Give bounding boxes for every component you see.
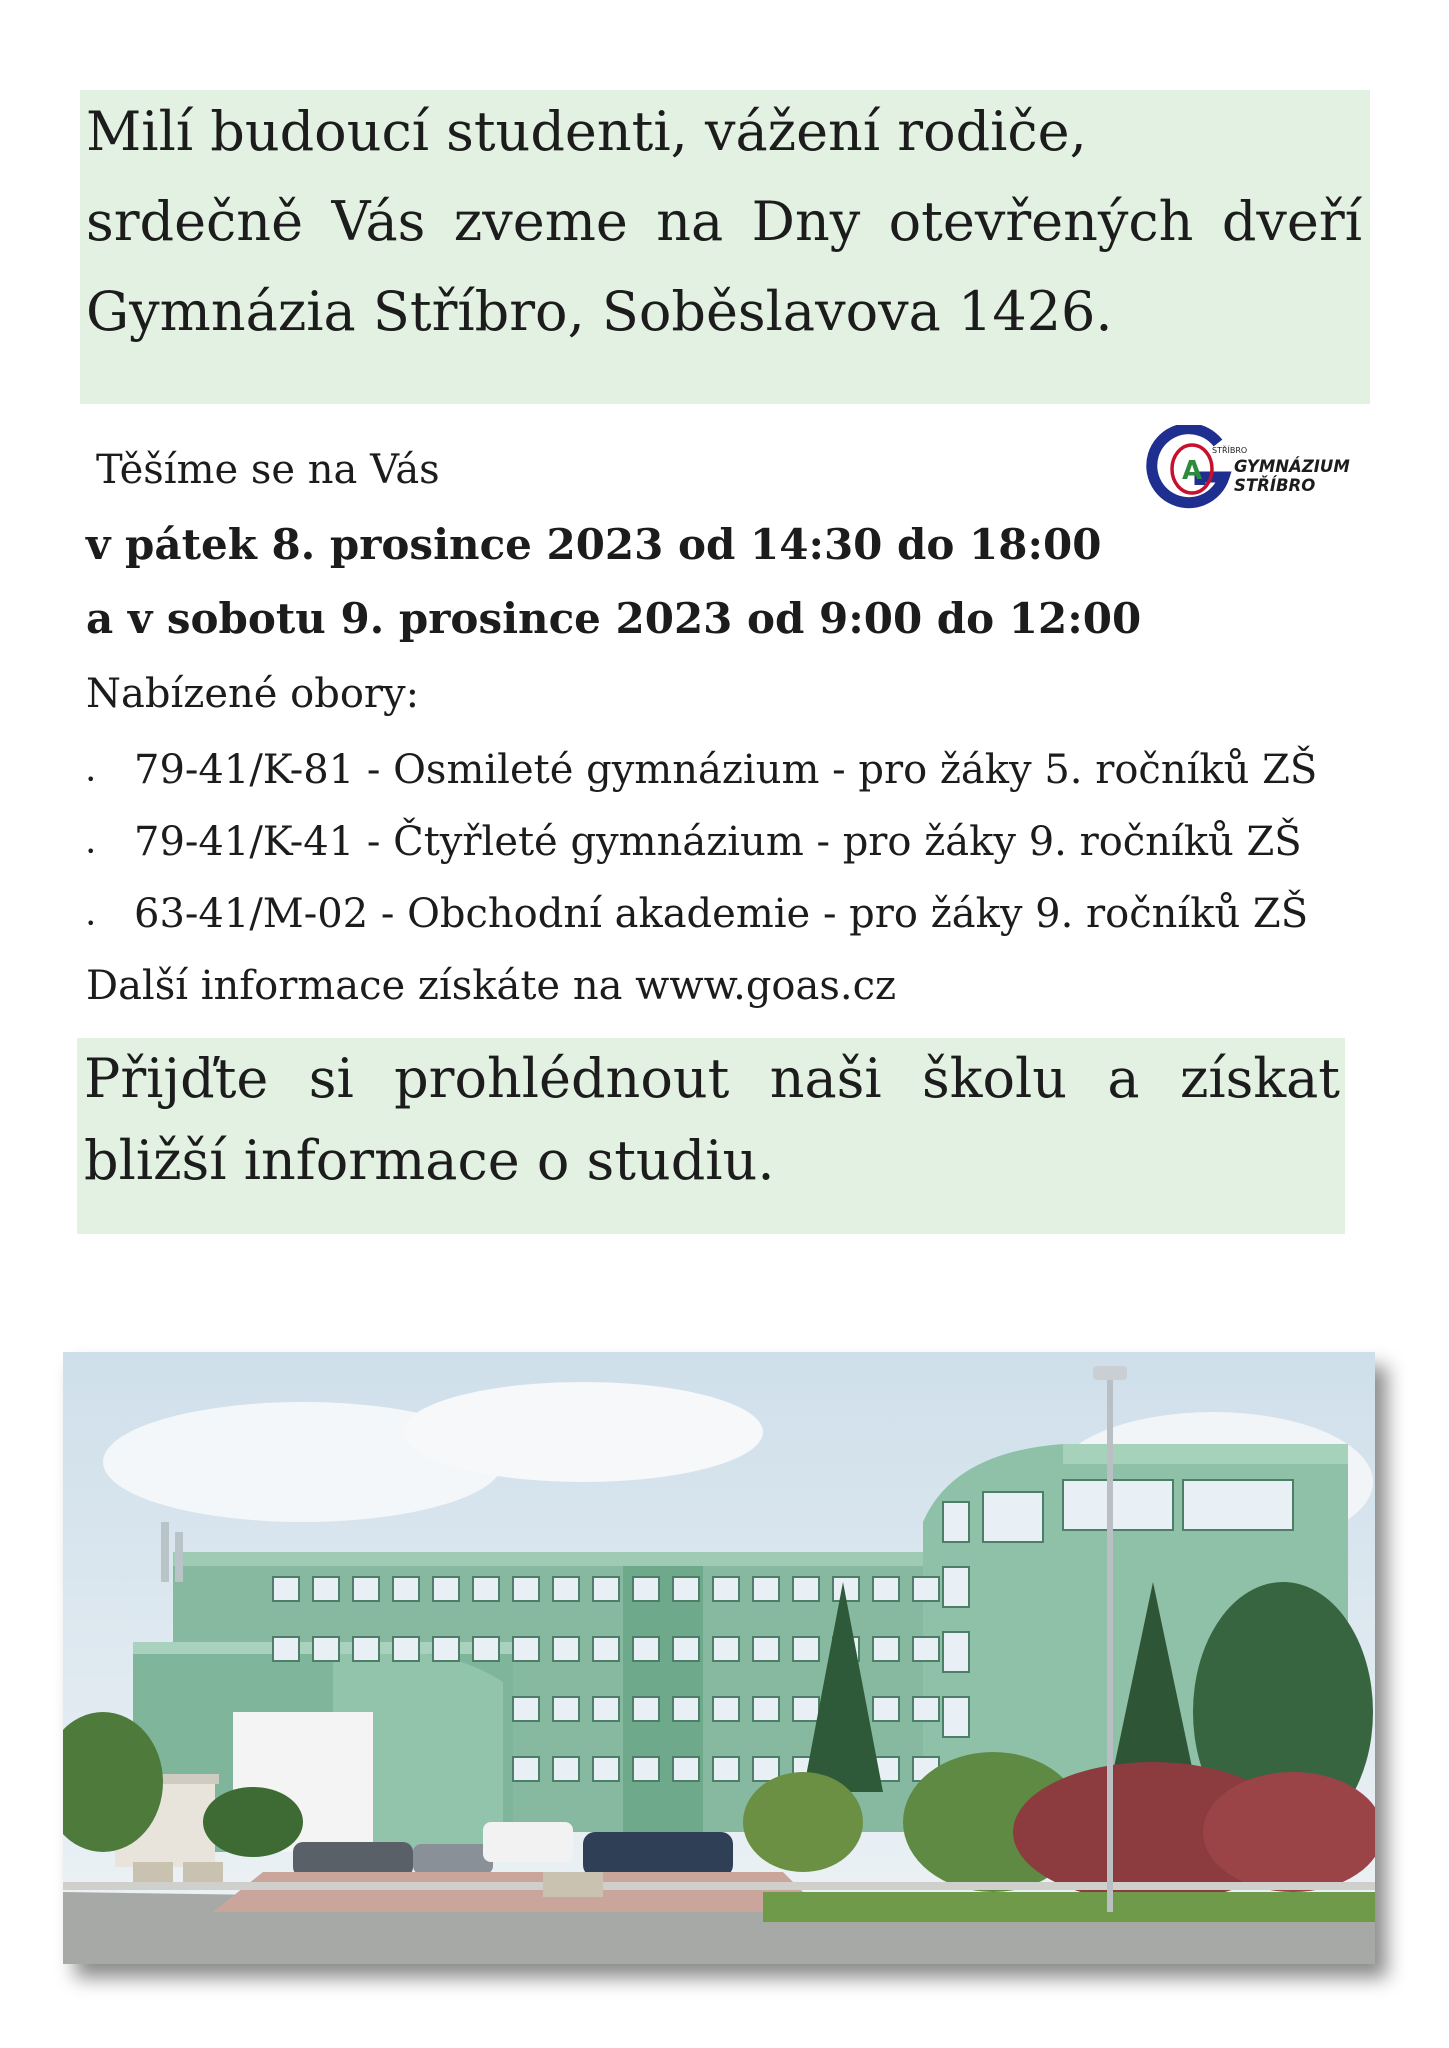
invitation-word: srdečně [86, 190, 304, 253]
window-shape [513, 1577, 539, 1601]
invitation-word: otevřených [888, 190, 1194, 253]
bullet-icon: • [86, 770, 96, 789]
window-shape [713, 1697, 739, 1721]
window-shape [633, 1697, 659, 1721]
window-shape [713, 1757, 739, 1781]
programs-heading: Nabízené obory: [86, 671, 420, 717]
window-shape [753, 1697, 779, 1721]
window-shape [713, 1577, 739, 1601]
program-item: 63-41/M-02 - Obchodní akademie - pro žáky 9. ročníků ZŠ [134, 891, 1309, 937]
bullet-icon: • [86, 842, 96, 861]
window-shape [633, 1577, 659, 1601]
school-building-photo [63, 1352, 1375, 1964]
logo-word-gymnazium: GYMNÁZIUM [1234, 457, 1350, 476]
window-shape [593, 1577, 619, 1601]
program-item: 79-41/K-41 - Čtyřleté gymnázium - pro žáky 9. ročníků ZŠ [134, 819, 1302, 865]
window-shape [353, 1637, 379, 1661]
window-shape [473, 1577, 499, 1601]
window-shape [513, 1757, 539, 1781]
window-shape [593, 1637, 619, 1661]
window-shape [793, 1637, 819, 1661]
window-shape [673, 1697, 699, 1721]
bullet-icon: • [86, 914, 96, 933]
cta-word: a [1107, 1047, 1140, 1110]
window-shape [793, 1697, 819, 1721]
window-shape [943, 1697, 969, 1737]
window-shape [513, 1697, 539, 1721]
window-shape [553, 1577, 579, 1601]
greeting-line: Milí budoucí studenti, vážení rodiče, [86, 100, 1087, 163]
window-shape [1063, 1480, 1173, 1530]
invitation-word: zveme [453, 190, 628, 253]
window-shape [433, 1577, 459, 1601]
logo-small-text: STŘÍBRO [1212, 446, 1248, 455]
window-shape [673, 1637, 699, 1661]
window-shape [473, 1637, 499, 1661]
window-shape [1183, 1480, 1293, 1530]
window-shape [943, 1632, 969, 1672]
cta-line-1 [84, 1047, 1340, 1110]
svg-text:A: A [1181, 456, 1203, 486]
window-shape [273, 1637, 299, 1661]
window-shape [393, 1577, 419, 1601]
more-info-text: Další informace získáte na www.goas.cz [86, 963, 897, 1009]
program-item: 79-41/K-81 - Osmileté gymnázium - pro žáky 5. ročníků ZŠ [134, 747, 1318, 793]
window-shape [353, 1577, 379, 1601]
window-shape [593, 1697, 619, 1721]
window-shape [553, 1757, 579, 1781]
window-shape [753, 1577, 779, 1601]
cta-word: prohlédnout [394, 1047, 730, 1110]
window-shape [553, 1637, 579, 1661]
window-shape [313, 1577, 339, 1601]
window-shape [943, 1567, 969, 1607]
invitation-word: dveří [1221, 190, 1362, 253]
cta-word: naši [769, 1047, 882, 1110]
date-friday: v pátek 8. prosince 2023 od 14:30 do 18:00 [86, 520, 1102, 569]
window-shape [593, 1757, 619, 1781]
window-shape [713, 1637, 739, 1661]
school-address-line: Gymnázia Stříbro, Soběslavova 1426. [86, 280, 1113, 343]
window-shape [913, 1637, 939, 1661]
window-shape [673, 1577, 699, 1601]
cta-word: Přijďte [84, 1047, 269, 1110]
invite-text: Těšíme se na Vás [96, 447, 440, 493]
window-shape [873, 1697, 899, 1721]
invitation-word: Vás [331, 190, 426, 253]
logo-word-stribro: STŘÍBRO [1234, 475, 1316, 495]
cta-word: získat [1179, 1047, 1340, 1110]
invitation-word: Dny [751, 190, 861, 253]
window-shape [633, 1637, 659, 1661]
window-shape [393, 1637, 419, 1661]
window-shape [873, 1577, 899, 1601]
window-shape [513, 1637, 539, 1661]
cta-line-2: bližší informace o studiu. [84, 1129, 775, 1192]
window-shape [633, 1757, 659, 1781]
window-shape [833, 1577, 859, 1601]
window-shape [313, 1637, 339, 1661]
cta-word: si [308, 1047, 354, 1110]
window-shape [753, 1637, 779, 1661]
window-shape [983, 1492, 1043, 1542]
window-shape [793, 1577, 819, 1601]
window-shape [873, 1637, 899, 1661]
cta-word: školu [922, 1047, 1068, 1110]
date-saturday: a v sobotu 9. prosince 2023 od 9:00 do 12:00 [86, 594, 1142, 643]
window-shape [913, 1577, 939, 1601]
window-shape [943, 1502, 969, 1542]
invitation-word: na [656, 190, 724, 253]
logo-wordmark [1234, 458, 1350, 496]
window-shape [673, 1757, 699, 1781]
window-shape [273, 1577, 299, 1601]
window-shape [433, 1637, 459, 1661]
invitation-line [86, 190, 1362, 253]
window-shape [553, 1697, 579, 1721]
window-shape [753, 1757, 779, 1781]
window-shape [913, 1697, 939, 1721]
